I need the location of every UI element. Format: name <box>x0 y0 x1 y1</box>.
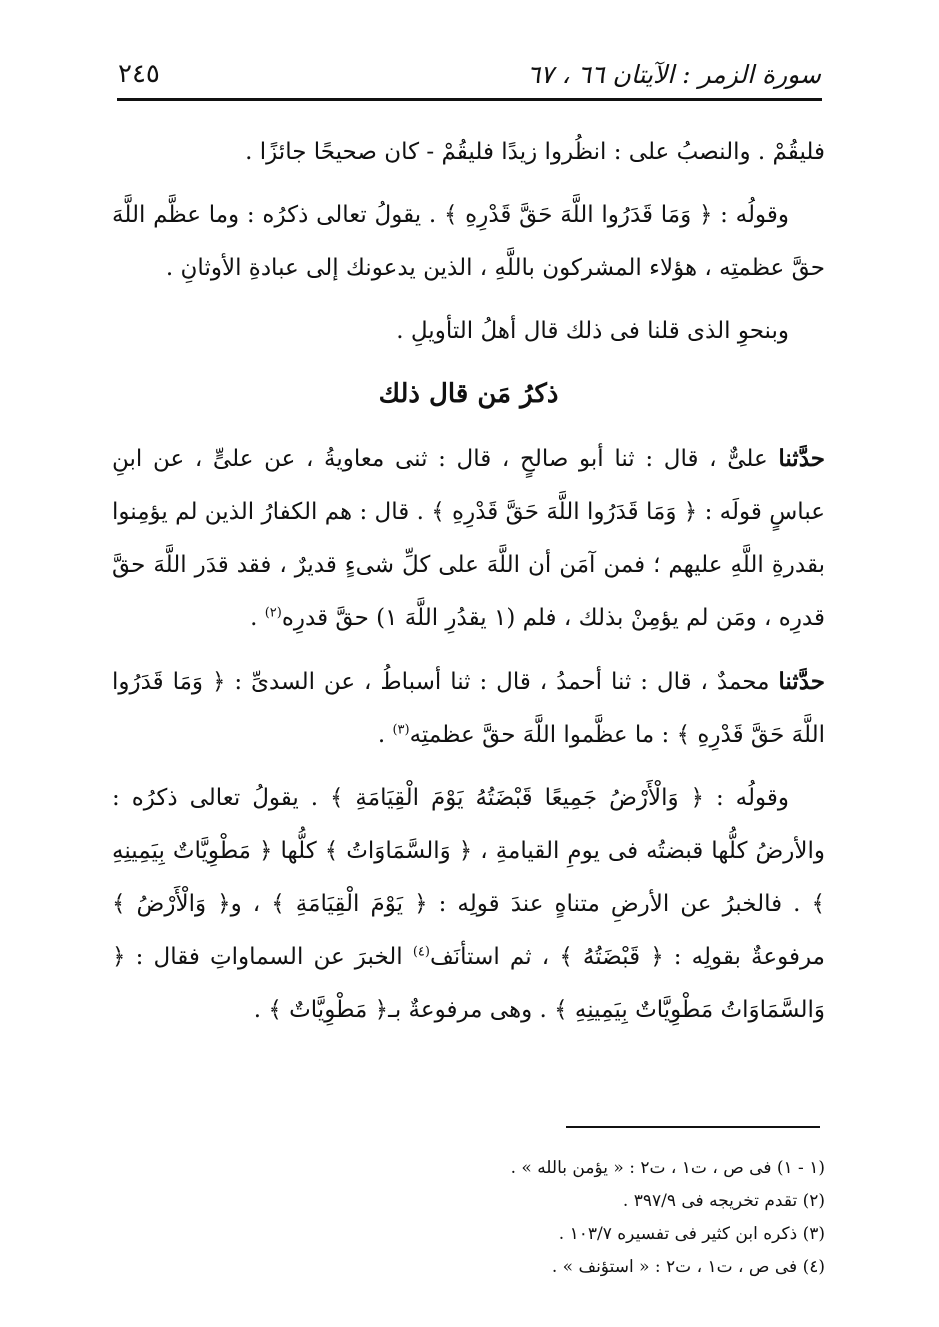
narration-text: : ما عظَّموا اللَّهَ حقَّ عظمتِه <box>409 722 677 748</box>
narration-text: محمدٌ ، قال : ثنا أحمدُ ، قال : ثنا أسباطُ ، عن السدىِّ : <box>225 669 779 695</box>
quran-verse: ﴿ وَالسَّمَاوَاتُ مَطْوِيَّاتٌ بِيَمِينِهِ ﴾ <box>112 944 825 1023</box>
footnote-rule <box>566 1126 820 1128</box>
page-header <box>118 52 821 96</box>
paragraph-text: . <box>253 997 269 1023</box>
paragraph-text: ، و <box>230 891 272 917</box>
paragraph-continuation: فليقُمْ . والنصبُ على : انظُروا زيدًا فليقُمْ - كان صحيحًا جائزًا . <box>245 139 825 165</box>
paragraph-text: . يقولُ تعالى ذكرُه : والأرضُ كلُّها قبضتُه فى يومِ القيامةِ ، <box>112 785 825 864</box>
narration-2 <box>112 655 825 762</box>
footnote-2: (٢) تقدم تخريجه فى ٣٩٧/٩ . <box>622 1191 825 1211</box>
footnote-4: (٤) فى ص ، ت١ ، ت٢ : « استؤنف » . <box>551 1257 825 1277</box>
narration-text: . قال : هم الكفارُ الذين لم يؤمِنوا بقدرةِ اللَّهِ عليهم ؛ فمن آمَن أن اللَّهَ على كلِّ شىءٍ قديرٌ ، فقد قدَر اللَّهَ حقَّ قدرِه ، ومَن لم يؤمِنْ بذلك ، فلم <box>112 499 825 631</box>
section-heading: ذكرُ مَن قال ذلك <box>378 379 559 409</box>
paragraph-exegesis <box>112 772 825 1037</box>
main-text <box>112 126 825 1037</box>
paragraph-commentary <box>112 189 825 295</box>
paragraph-lead: وقولُه : <box>712 202 789 228</box>
quran-verse: ﴿ مَطْوِيَّاتٌ ﴾ <box>268 997 389 1023</box>
footnote-3: (٣) ذكره ابن كثير فى تفسيره ١٠٣/٧ . <box>558 1224 825 1244</box>
quran-verse: ﴿ وَمَا قَدَرُوا اللَّهَ حَقَّ قَدْرِهِ ﴾ <box>112 669 825 748</box>
paragraph-text: . فالخبرُ عن الأرضِ متناهٍ عندَ قولِه : <box>427 891 812 917</box>
footnote-1: (١ - ١) فى ص ، ت١ ، ت٢ : « يؤمن بالله » . <box>510 1158 825 1178</box>
footnote-reference: (٣) <box>392 722 410 738</box>
paragraph-gap <box>112 645 825 655</box>
narration-text: علىٌّ ، قال : ثنا أبو صالحٍ ، قال : ثنى معاويةُ ، عن علىٍّ ، عن ابنِ عباسٍ قولَه : <box>112 446 825 525</box>
running-title: سورة الزمر : الآيتان ٦٦ ، ٦٧ <box>526 59 821 89</box>
quran-verse: ﴿ وَمَا قَدَرُوا اللَّهَ حَقَّ قَدْرِهِ ﴾ <box>431 499 698 525</box>
quran-verse: ﴿ قَبْضَتُهُ ﴾ <box>559 944 664 970</box>
paragraph-text: . وهى مرفوعةٌ بـ <box>388 997 555 1023</box>
page-number: ٢٤٥ <box>118 59 160 89</box>
quran-verse: ﴿ وَالْأَرْضُ جَمِيعًا قَبْضَتُهُ يَوْمَ الْقِيَامَةِ ﴾ <box>330 785 705 811</box>
variant-marked-text: (١ يقدُرِ اللَّهَ ١) <box>376 605 516 631</box>
quran-verse: ﴿ مَطْوِيَّاتٌ بِيَمِينِهِ ﴾ <box>112 838 825 917</box>
footnote-reference: (٤) <box>412 944 430 960</box>
paragraph-text: وقولُه : <box>704 785 789 811</box>
narrator-keyword: حدَّثنا <box>778 668 825 695</box>
narration-1 <box>112 432 825 645</box>
narration-end: . <box>377 722 393 748</box>
narrator-keyword: حدَّثنا <box>778 445 825 472</box>
paragraph-text: الخبرَ عن السماواتِ فقال : <box>125 944 413 970</box>
quran-verse: ﴿ وَالْأَرْضُ ﴾ <box>112 891 231 917</box>
footnote-reference: (٢) <box>264 605 282 621</box>
paragraph-text: مرفوعةٌ بقولِه : <box>663 944 825 970</box>
paragraph-gap <box>112 295 825 305</box>
narration-end: . <box>250 605 265 631</box>
quran-verse: ﴿ يَوْمَ الْقِيَامَةِ ﴾ <box>271 891 428 917</box>
paragraph-gap <box>112 762 825 772</box>
paragraph-text: ، ثم استأنَف <box>429 944 560 970</box>
header-rule <box>117 98 822 101</box>
narration-text: حقَّ قدرِه <box>281 605 377 631</box>
paragraph-text: كلُّها <box>272 838 325 864</box>
quran-verse: ﴿ وَمَا قَدَرُوا اللَّهَ حَقَّ قَدْرِهِ ﴾ <box>443 202 713 228</box>
quran-verse: ﴿ وَالسَّمَاوَاتُ ﴾ <box>324 838 473 864</box>
paragraph-text: . يقولُ تعالى ذكرُه : وما عظَّم اللَّهَ حقَّ عظمتِه ، هؤلاء المشركون باللَّهِ ، الذين يدعونك إلى عبادةِ الأوثانِ . <box>112 202 825 281</box>
footnotes <box>112 1152 825 1284</box>
paragraph-gap <box>112 179 825 189</box>
paragraph-transition: وبنحوِ الذى قلنا فى ذلك قال أهلُ التأويلِ . <box>396 318 789 344</box>
